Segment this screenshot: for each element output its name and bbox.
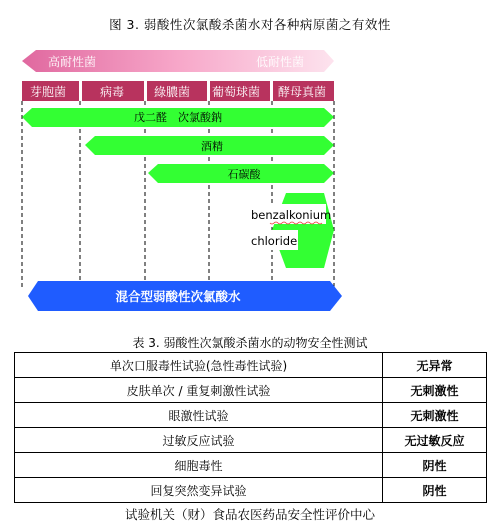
test-name-cell: 过敏反应试验 — [15, 428, 383, 453]
test-result-cell: 无刺激性 — [383, 378, 487, 403]
table-row — [15, 478, 487, 503]
table-row — [15, 403, 487, 428]
agent-label: 混合型弱酸性次氯酸水 — [115, 289, 241, 304]
table-row — [15, 428, 487, 453]
agent-phenol — [148, 164, 334, 183]
table-row — [15, 378, 487, 403]
agent-mixed-hypochlorous-water — [28, 281, 342, 311]
table-row — [15, 453, 487, 478]
high-resistance-label: 高耐性菌 — [48, 55, 97, 69]
figure-title: 图 3. 弱酸性次氯酸杀菌水对各种病原菌之有效性 — [109, 17, 391, 32]
test-result-cell: 无异常 — [383, 353, 487, 378]
agent-label: 酒精 — [201, 140, 223, 153]
pathogen-label-spores: 芽胞菌 — [30, 85, 67, 99]
agent-label: 石碳酸 — [227, 168, 261, 181]
low-resistance-label: 低耐性菌 — [256, 55, 305, 69]
test-name-cell: 细胞毒性 — [15, 453, 383, 478]
agent-alcohol — [85, 136, 334, 155]
safety-test-table — [14, 352, 487, 503]
pathogen-label-pseudomonas: 綠膿菌 — [154, 85, 191, 99]
test-result-cell: 阴性 — [383, 478, 487, 503]
test-result-cell: 无过敏反应 — [383, 428, 487, 453]
agent-label-line1: benzalkonium — [251, 208, 332, 222]
pathogen-label-staphylococcus: 葡萄球菌 — [212, 85, 261, 99]
table-row — [15, 353, 487, 378]
test-name-cell: 回复突然变异试验 — [15, 478, 383, 503]
pathogen-row — [22, 81, 334, 101]
test-name-cell: 单次口服毒性试验(急性毒性试验) — [15, 353, 383, 378]
test-name-cell: 皮肤单次 / 重复刺激性试验 — [15, 378, 383, 403]
resistance-arrow — [22, 50, 334, 72]
table-title: 表 3. 弱酸性次氯酸杀菌水的动物安全性测试 — [132, 336, 368, 350]
agent-label: 戊二醛 次氯酸鈉 — [134, 111, 222, 124]
testing-institution-footer: 试验机关（财）食品农医药品安全性评价中心 — [124, 507, 375, 522]
pathogen-label-yeast-fungi: 酵母真菌 — [278, 85, 327, 99]
agent-label-line2: chloride — [251, 234, 298, 248]
agent-glutaraldehyde-hypochlorite — [22, 108, 334, 127]
test-result-cell: 阴性 — [383, 453, 487, 478]
pathogen-label-virus: 病毒 — [100, 85, 125, 99]
test-result-cell: 无刺激性 — [383, 403, 487, 428]
agent-benzalkonium-chloride — [250, 193, 334, 268]
test-name-cell: 眼激性试验 — [15, 403, 383, 428]
